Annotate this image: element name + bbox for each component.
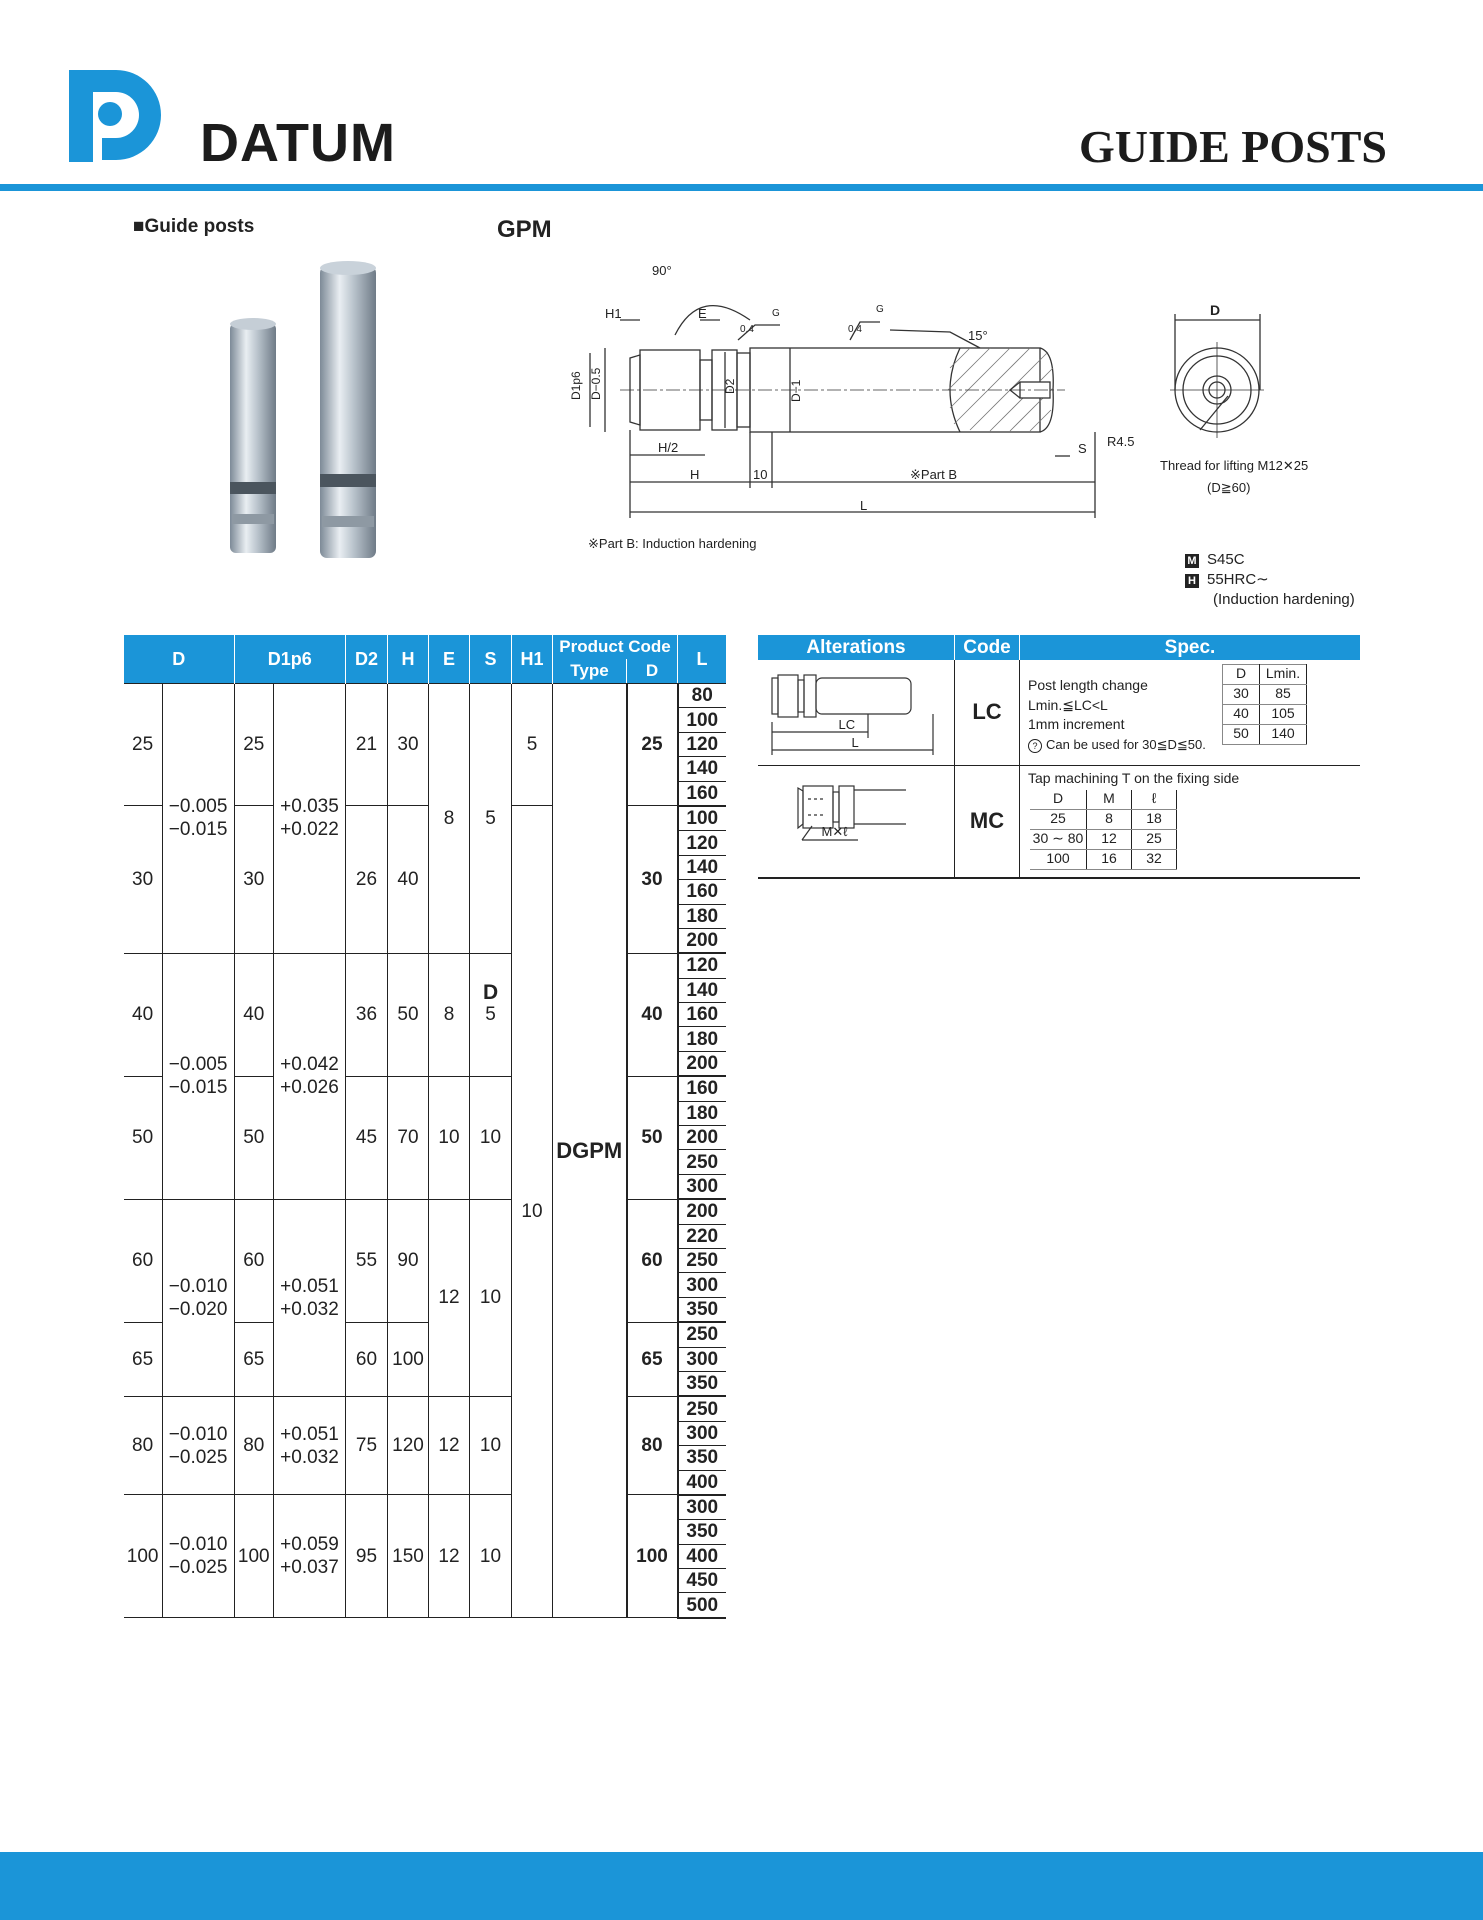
header-divider	[0, 184, 1483, 191]
cell-l: 300	[678, 1347, 727, 1371]
dim-r45-label: R4.5	[1107, 434, 1135, 449]
cell-h: 120	[388, 1396, 429, 1495]
cell-d-tolerance	[162, 684, 234, 954]
dim-d2: D2	[723, 378, 737, 394]
cell-type: DGPM	[553, 684, 627, 1618]
cell-d2: 45	[346, 1076, 388, 1199]
cell-l: 400	[678, 1470, 727, 1495]
mxl-label: M✕ℓ	[821, 823, 848, 839]
cell-l: 140	[678, 978, 727, 1002]
material-h-text: 55HRC∼	[1207, 571, 1269, 588]
alt-header-alterations: Alterations	[758, 635, 955, 660]
tol-upper: −0.005	[168, 796, 228, 818]
lc-dim-label: LC	[838, 717, 856, 732]
cell-d1: 50	[234, 1076, 273, 1199]
cell-s: 10	[470, 1076, 512, 1199]
cell-d: 100	[124, 1495, 163, 1618]
col-header-pd: D	[627, 659, 678, 684]
tol-upper: +0.051	[280, 1423, 339, 1445]
info-icon: ?	[1028, 739, 1042, 753]
mc-cell: 100	[1030, 849, 1087, 869]
cell-d: 65	[124, 1322, 163, 1396]
cell-l: 500	[678, 1593, 727, 1618]
cell-l: 300	[678, 1174, 727, 1199]
cell-h1: 5	[512, 684, 553, 806]
cell-e: 12	[429, 1199, 470, 1396]
table-row	[124, 684, 727, 708]
cell-product-d: 60	[627, 1199, 678, 1322]
cell-l: 250	[678, 1150, 727, 1174]
col-header-e: E	[429, 635, 470, 684]
tol-lower: +0.037	[280, 1557, 339, 1579]
cell-l: 200	[678, 928, 727, 953]
cell-e: 12	[429, 1495, 470, 1618]
tol-lower: −0.025	[168, 1557, 228, 1579]
cell-s: 5	[470, 684, 512, 954]
dim-h: H	[690, 467, 700, 482]
dim-g2: G	[876, 304, 884, 315]
tol-upper: −0.010	[168, 1534, 228, 1556]
mc-cell: 12	[1087, 829, 1132, 849]
dim-g1: G	[772, 308, 780, 319]
dim-h2: H/2	[658, 440, 679, 455]
cell-h1: 10	[512, 806, 553, 1618]
material-block	[1185, 550, 1355, 610]
datum-logo-icon	[66, 68, 162, 164]
cell-d-tolerance	[162, 1199, 234, 1396]
col-header-s: S	[470, 635, 512, 684]
dim-d1p6: D1p6	[569, 371, 583, 400]
dim-dminus1: D−1	[789, 379, 803, 402]
cell-l: 250	[678, 1396, 727, 1421]
cell-l: 80	[678, 684, 727, 708]
cell-l: 180	[678, 904, 727, 928]
cell-product-d: 65	[627, 1322, 678, 1396]
material-m-text: S45C	[1207, 551, 1245, 568]
tol-upper: −0.010	[168, 1275, 228, 1297]
cell-d1: 80	[234, 1396, 273, 1495]
cell-e: 8	[429, 953, 470, 1076]
cell-d: 60	[124, 1199, 163, 1322]
cell-e: 8	[429, 684, 470, 954]
cell-d-tolerance	[162, 1495, 234, 1618]
cell-l: 160	[678, 1076, 727, 1101]
lc-cell: 85	[1260, 685, 1307, 705]
cell-l: 180	[678, 1101, 727, 1125]
cell-d2: 26	[346, 806, 388, 953]
cell-d1-tolerance	[273, 1199, 345, 1396]
mc-th-d: D	[1030, 790, 1087, 810]
lc-spec	[1020, 660, 1361, 765]
mc-title: Tap machining T on the fixing side	[1028, 769, 1240, 786]
technical-drawing	[550, 260, 1100, 560]
cell-d: 25	[124, 684, 163, 806]
col-header-h: H	[388, 635, 429, 684]
cell-d2: 36	[346, 953, 388, 1076]
thread-label: Thread for lifting M12✕25	[1160, 458, 1309, 473]
cell-l: 120	[678, 831, 727, 855]
cell-d1: 60	[234, 1199, 273, 1322]
cell-l: 200	[678, 1051, 727, 1076]
cell-product-d: 30	[627, 806, 678, 953]
material-h-icon: H	[1185, 574, 1199, 588]
tol-upper: −0.005	[168, 1054, 228, 1076]
cell-d1-tolerance	[273, 953, 345, 1199]
dim-partb: ※Part B	[910, 467, 958, 482]
tol-upper: +0.042	[280, 1054, 339, 1076]
cell-product-d: 40	[627, 953, 678, 1076]
mc-cell: 30 ∼ 80	[1030, 829, 1087, 849]
cell-d1: 30	[234, 806, 273, 953]
cell-h: 70	[388, 1076, 429, 1199]
lc-min-table	[1222, 664, 1307, 745]
cell-s: 10	[470, 1495, 512, 1618]
cell-d1-tolerance	[273, 1495, 345, 1618]
lc-line-3: 1mm increment	[1028, 716, 1125, 732]
tol-lower: +0.026	[280, 1077, 339, 1099]
lc-line-4: Can be used for 30≦D≦50.	[1046, 736, 1206, 752]
lc-cell: 105	[1260, 705, 1307, 725]
tol-lower: −0.020	[168, 1298, 228, 1320]
cell-l: 160	[678, 781, 727, 806]
cell-l: 350	[678, 1446, 727, 1470]
lc-code: LC	[955, 660, 1020, 765]
mc-cell: 25	[1132, 829, 1177, 849]
col-header-d1p6: D1p6	[234, 635, 345, 684]
cell-l: 300	[678, 1421, 727, 1445]
cell-l: 100	[678, 708, 727, 732]
tol-upper: +0.035	[280, 796, 339, 818]
cell-d2: 60	[346, 1322, 388, 1396]
partb-note: ※Part B: Induction hardening	[588, 536, 757, 551]
cell-l: 160	[678, 1003, 727, 1027]
material-m-icon: M	[1185, 554, 1199, 568]
mc-th-m: M	[1087, 790, 1132, 810]
cell-l: 140	[678, 757, 727, 781]
footer-bar	[0, 1852, 1483, 1920]
lc-line-2: Lmin.≦LC<L	[1028, 696, 1108, 713]
col-header-d: D	[124, 635, 235, 684]
mc-tap-table	[1030, 790, 1177, 870]
dim-dminus05: D−0.5	[589, 367, 603, 400]
tol-lower: −0.025	[168, 1446, 228, 1468]
mc-diagram-cell	[758, 765, 955, 878]
stray-mark: D	[483, 981, 499, 1004]
cell-h: 40	[388, 806, 429, 953]
cell-d-tolerance	[162, 1396, 234, 1495]
mc-spec	[1020, 765, 1361, 878]
cell-d2: 95	[346, 1495, 388, 1618]
mc-cell: 18	[1132, 809, 1177, 829]
cell-d2: 21	[346, 684, 388, 806]
cell-l: 200	[678, 1126, 727, 1150]
end-view-d-label: D	[1210, 302, 1221, 318]
cell-l: 300	[678, 1273, 727, 1297]
lc-cell: 140	[1260, 725, 1307, 745]
col-header-type: Type	[553, 659, 627, 684]
mc-code: MC	[955, 765, 1020, 878]
tol-lower: +0.032	[280, 1446, 339, 1468]
dim-r04b: 0.4	[848, 324, 862, 335]
cell-h: 100	[388, 1322, 429, 1396]
alt-header-code: Code	[955, 635, 1020, 660]
mc-diagram	[758, 766, 948, 866]
cell-d1-tolerance	[273, 684, 345, 954]
page-title: GUIDE POSTS	[1078, 121, 1387, 172]
tol-lower: +0.032	[280, 1298, 339, 1320]
dim-l: L	[860, 498, 868, 513]
dim-angle: 90°	[652, 263, 672, 278]
mc-cell: 16	[1087, 849, 1132, 869]
cell-s: 10	[470, 1199, 512, 1396]
table-row	[124, 1495, 727, 1520]
cell-d1: 100	[234, 1495, 273, 1618]
model-label: GPM	[497, 216, 552, 243]
section-label: ■Guide posts	[133, 216, 255, 237]
col-header-l: L	[678, 635, 727, 684]
dim-10: 10	[753, 467, 768, 482]
tol-lower: +0.022	[280, 819, 339, 841]
cell-d2: 75	[346, 1396, 388, 1495]
cell-e: 12	[429, 1396, 470, 1495]
cell-l: 120	[678, 732, 727, 756]
cell-l: 350	[678, 1371, 727, 1396]
cell-l: 120	[678, 953, 727, 978]
table-row	[124, 1396, 727, 1421]
cell-l: 250	[678, 1322, 727, 1347]
alt-header-spec: Spec.	[1020, 635, 1361, 660]
lc-cell: 50	[1223, 725, 1260, 745]
col-header-h1: H1	[512, 635, 553, 684]
cell-d-tolerance	[162, 953, 234, 1199]
dimension-table	[123, 635, 726, 1619]
mc-cell: 25	[1030, 809, 1087, 829]
alterations-table	[757, 635, 1360, 879]
material-h-note: (Induction hardening)	[1213, 591, 1355, 608]
lc-line-1: Post length change	[1028, 677, 1148, 693]
dim-e: E	[698, 306, 707, 321]
cell-l: 300	[678, 1495, 727, 1520]
cell-e: 10	[429, 1076, 470, 1199]
lc-diagram-cell	[758, 660, 955, 765]
cell-l: 180	[678, 1027, 727, 1051]
tol-lower: −0.015	[168, 1077, 228, 1099]
cell-d2: 55	[346, 1199, 388, 1322]
cell-product-d: 25	[627, 684, 678, 806]
cell-l: 350	[678, 1520, 727, 1544]
cell-d1-tolerance	[273, 1396, 345, 1495]
l-dim-label: L	[851, 735, 859, 750]
cell-h: 50	[388, 953, 429, 1076]
cell-d1: 65	[234, 1322, 273, 1396]
tol-upper: +0.059	[280, 1534, 339, 1556]
cell-product-d: 80	[627, 1396, 678, 1495]
cell-h: 150	[388, 1495, 429, 1618]
lc-th-d: D	[1223, 665, 1260, 685]
cell-d1: 25	[234, 684, 273, 806]
tol-upper: −0.010	[168, 1423, 228, 1445]
cell-h: 90	[388, 1199, 429, 1322]
mc-th-l: ℓ	[1132, 790, 1177, 810]
lc-cell: 30	[1223, 685, 1260, 705]
mc-cell: 8	[1087, 809, 1132, 829]
cell-d1: 40	[234, 953, 273, 1076]
lc-cell: 40	[1223, 705, 1260, 725]
cell-d: 30	[124, 806, 163, 953]
end-view-drawing	[1160, 300, 1280, 440]
cell-l: 350	[678, 1297, 727, 1322]
dim-15deg: 15°	[968, 328, 988, 343]
table-row	[124, 953, 727, 978]
cell-l: 200	[678, 1199, 727, 1224]
col-header-product-code: Product Code	[553, 635, 678, 659]
cell-h: 30	[388, 684, 429, 806]
col-header-d2: D2	[346, 635, 388, 684]
mc-cell: 32	[1132, 849, 1177, 869]
tol-upper: +0.051	[280, 1275, 339, 1297]
lc-th-lmin: Lmin.	[1260, 665, 1307, 685]
cell-l: 250	[678, 1248, 727, 1272]
cell-product-d: 50	[627, 1076, 678, 1199]
table-row	[124, 1199, 727, 1224]
thread-condition: (D≧60)	[1207, 480, 1251, 495]
cell-d: 50	[124, 1076, 163, 1199]
dim-h1: H1	[605, 306, 622, 321]
guide-post-photo	[220, 258, 390, 568]
cell-l: 220	[678, 1224, 727, 1248]
cell-l: 400	[678, 1544, 727, 1568]
tol-lower: −0.015	[168, 819, 228, 841]
cell-s: 10	[470, 1396, 512, 1495]
cell-d: 80	[124, 1396, 163, 1495]
cell-l: 100	[678, 806, 727, 831]
cell-product-d: 100	[627, 1495, 678, 1618]
dim-s: S	[1078, 441, 1087, 456]
cell-s: 5	[470, 953, 512, 1076]
brand-name: DATUM	[200, 113, 396, 173]
cell-l: 160	[678, 880, 727, 904]
dim-r04a: 0.4	[740, 324, 754, 335]
cell-l: 450	[678, 1569, 727, 1593]
cell-l: 140	[678, 855, 727, 879]
cell-d: 40	[124, 953, 163, 1076]
